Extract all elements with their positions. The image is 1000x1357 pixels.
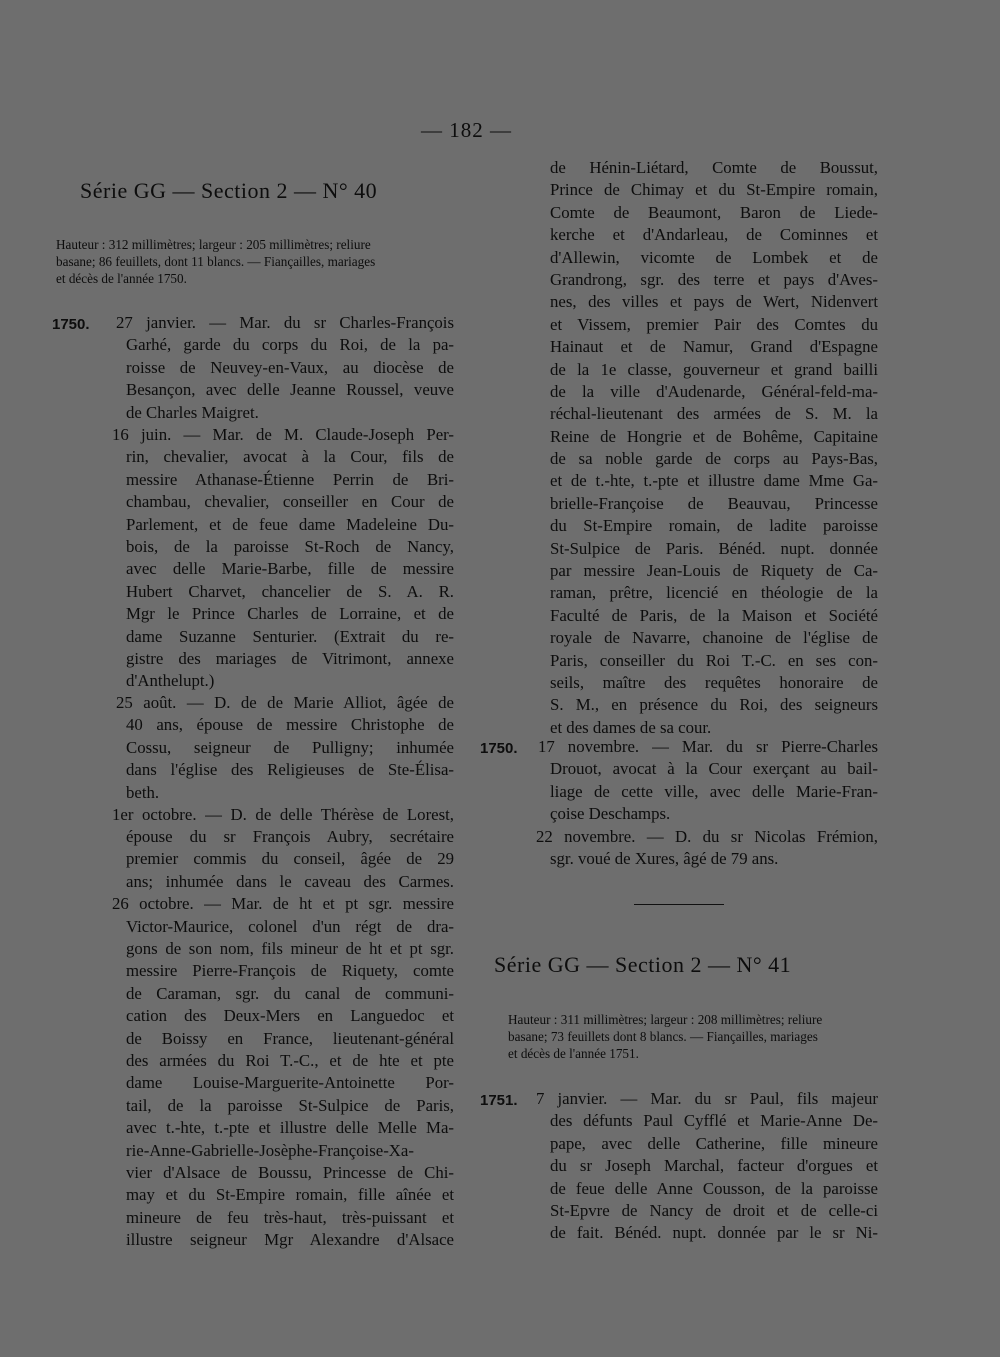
entry-line: de la ville d'Audenarde, Général-feld-ma-: [550, 381, 878, 401]
entry-line: de la 1e classe, gouverneur et grand bailli: [550, 359, 878, 379]
entry-line: dame Louise-Marguerite-Antoinette Por-: [126, 1073, 454, 1093]
entry-line: 17 novembre. — Mar. du sr Pierre-Charles: [538, 737, 878, 756]
entry-line: dame Suzanne Senturier. (Extrait du re-: [126, 626, 454, 646]
entry-line: St-Sulpice de Paris. Bénéd. nupt. donnée: [550, 538, 878, 558]
entry-line: Besançon, avec delle Jeanne Roussel, veuve: [126, 380, 454, 400]
entry-line: 26 octobre. — Mar. de ht et pt sgr. messire: [112, 894, 454, 914]
section-divider: [634, 904, 724, 905]
register-description-40: [56, 236, 454, 287]
description-line: Hauteur : 312 millimètres; largeur : 205 millimètres; reliure: [56, 237, 371, 252]
entry-line: gistre des mariages de Vitrimont, annexe: [126, 648, 454, 668]
entry-line: rie-Anne-Gabrielle-Josèphe-Françoise-Xa-: [126, 1140, 414, 1160]
description-line: basane; 73 feuillets dont 8 blancs. — Fiançailles, mariages: [508, 1029, 818, 1044]
entry-1er-octobre: [112, 804, 454, 826]
entry-line: Victor-Maurice, colonel d'un régt de dra-: [126, 916, 454, 936]
page-number: — 182 —: [421, 118, 512, 142]
entry-line: et Vissem, premier Pair des Comtes du: [550, 314, 878, 334]
entry-26-octobre-body: [126, 916, 454, 1252]
entry-line: Reine de Hongrie et de Bohême, Capitaine: [550, 426, 878, 446]
entry-line: may et du St-Empire romain, fille aînée et: [126, 1185, 454, 1205]
entry-line: messire Pierre-François de Riquety, comte: [126, 961, 454, 981]
entry-line: beth.: [126, 782, 160, 802]
entry-line: 1er octobre. — D. de delle Thérèse de Lorest,: [112, 804, 454, 824]
description-line: Hauteur : 311 millimètres; largeur : 208 millimètres; reliure: [508, 1012, 823, 1027]
year-label-1750-right: 1750.: [480, 740, 518, 757]
entry-line: du sr Joseph Marchal, facteur d'orgues et: [550, 1156, 878, 1176]
entry-line: de Caraman, sgr. du canal de communi-: [126, 983, 454, 1003]
entry-line: de feue delle Anne Cousson, de la paroisse: [550, 1178, 878, 1198]
entry-line: raman, prêtre, licencié en théologie de la: [550, 583, 878, 603]
entry-line: des armées du Roi T.-C., et de hte et pte: [126, 1050, 454, 1070]
entry-line: pape, avec delle Catherine, fille mineure: [550, 1133, 878, 1153]
entry-line: Hainaut et de Namur, Grand d'Espagne: [550, 337, 878, 357]
entry-line: roisse de Neuvey-en-Vaux, au diocèse de: [126, 357, 454, 377]
entry-line: Grandrong, sgr. des terre et pays d'Aves-: [550, 269, 878, 289]
series-heading-40: Série GG — Section 2 — N° 40: [80, 178, 378, 203]
entry-line: 40 ans, épouse de messire Christophe de: [126, 715, 454, 735]
entry-line: Hubert Charvet, chancelier de S. A. R.: [126, 581, 454, 601]
entry-26-octobre: [112, 893, 454, 915]
entry-line: Faculté de Paris, de la Maison et Société: [550, 605, 878, 625]
entry-line: tail, de la paroisse St-Sulpice de Paris,: [126, 1095, 454, 1115]
entry-line: illustre seigneur Mgr Alexandre d'Alsace: [126, 1230, 454, 1250]
entry-line: Mgr le Prince Charles de Lorraine, et de: [126, 604, 454, 624]
entry-line: d'Allewin, vicomte de Lombek et de: [550, 247, 878, 267]
entry-25-aout: [116, 692, 454, 714]
entry-line: Garhé, garde du corps du Roi, de la pa-: [126, 335, 454, 355]
entry-line: S. M., en présence du Roi, des seigneurs: [550, 695, 878, 715]
entry-26-octobre-continuation: [550, 157, 878, 739]
entry-line: de Charles Maigret.: [126, 402, 259, 422]
entry-line: Drouot, avocat à la Cour exerçant au bail-: [550, 759, 878, 779]
entry-1er-octobre-body: [126, 826, 454, 893]
entry-line: de Boissy en France, lieutenant-général: [126, 1028, 454, 1048]
entry-line: rin, chevalier, avocat à la Cour, fils de: [126, 447, 454, 467]
entry-line: 25 août. — D. de de Marie Alliot, âgée de: [116, 693, 454, 712]
entry-16-juin-body: [126, 446, 454, 692]
entry-line: épouse du sr François Aubry, secrétaire: [126, 827, 454, 846]
entry-line: avec t.-hte, t.-pte et illustre delle Melle Ma-: [126, 1118, 454, 1138]
year-label-1750: 1750.: [52, 316, 90, 333]
entry-line: par messire Jean-Louis de Riquety de Ca-: [550, 561, 878, 581]
entry-27-janvier: [116, 312, 454, 334]
description-line: basane; 86 feuillets, dont 11 blancs. — Fiançailles, mariages: [56, 254, 376, 269]
entry-line: messire Athanase-Étienne Perrin de Bri-: [126, 469, 454, 489]
entry-line: çoise Deschamps.: [550, 804, 671, 824]
entry-17-novembre: [538, 736, 878, 758]
description-line: et décès de l'année 1750.: [56, 271, 187, 286]
entry-line: et des dames de sa cour.: [550, 717, 712, 737]
entry-line: bois, de la paroisse St-Roch de Nancy,: [126, 536, 454, 556]
entry-line: liage de cette ville, avec delle Marie-Fran-: [550, 781, 878, 801]
entry-25-aout-body: [126, 714, 454, 804]
entry-line: nes, des villes et pays de Wert, Nidenvert: [550, 292, 878, 312]
year-label-1751: 1751.: [480, 1092, 518, 1109]
entry-line: Comte de Beaumont, Baron de Liede-: [550, 202, 878, 222]
entry-line: ans; inhumée dans le caveau des Carmes.: [126, 871, 454, 891]
entry-line: St-Epvre de Nancy de droit et de celle-ci: [550, 1200, 878, 1220]
entry-7-janvier-body: [550, 1110, 878, 1244]
entry-line: des défunts Paul Cyfflé et Marie-Anne De-: [550, 1111, 878, 1131]
entry-16-juin: [112, 424, 454, 446]
entry-line: Prince de Chimay et du St-Empire romain,: [550, 180, 878, 200]
entry-line: royale de Navarre, chanoine de l'église de: [550, 628, 878, 648]
entry-22-novembre-body: [550, 848, 878, 870]
register-description-41: [508, 1011, 880, 1062]
entry-line: réchal-lieutenant des armées de S. M. la: [550, 404, 878, 424]
entry-line: premier commis du conseil, âgée de 29: [126, 849, 454, 869]
entry-line: 7 janvier. — Mar. du sr Paul, fils majeur: [536, 1089, 878, 1108]
entry-line: 27 janvier. — Mar. du sr Charles-François: [116, 313, 454, 332]
entry-line: seils, maître des requêtes honoraire de: [550, 672, 878, 692]
entry-line: kerche et d'Andarleau, de Cominnes et: [550, 225, 878, 245]
entry-line: avec delle Marie-Barbe, fille de messire: [126, 559, 454, 579]
description-line: et décès de l'année 1751.: [508, 1046, 639, 1061]
entry-line: gons de son nom, fils mineur de ht et pt sgr.: [126, 938, 454, 958]
entry-line: Parlement, et de feue dame Madeleine Du-: [126, 514, 454, 534]
entry-22-novembre: [536, 826, 878, 848]
entry-line: et de t.-hte, t.-pte et illustre dame Mme Ga-: [550, 471, 878, 491]
entry-line: cation des Deux-Mers en Languedoc et: [126, 1006, 454, 1026]
entry-line: vier d'Alsace de Boussu, Princesse de Chi-: [126, 1162, 454, 1182]
entry-line: Cossu, seigneur de Pulligny; inhumée: [126, 737, 454, 757]
entry-line: du St-Empire romain, de ladite paroisse: [550, 516, 878, 536]
entry-27-janvier-body: [126, 334, 454, 424]
entry-line: 22 novembre. — D. du sr Nicolas Frémion,: [536, 826, 878, 846]
entry-line: de sa noble garde de corps au Pays-Bas,: [550, 449, 878, 469]
entry-7-janvier: [536, 1088, 878, 1110]
entry-line: 16 juin. — Mar. de M. Claude-Joseph Per-: [112, 425, 454, 444]
entry-line: de Hénin-Liétard, Comte de Boussut,: [550, 158, 878, 177]
entry-line: dans l'église des Religieuses de Ste-Élisa-: [126, 760, 454, 780]
entry-line: Paris, conseiller du Roi T.-C. en ses con-: [550, 650, 878, 670]
entry-line: de fait. Bénéd. nupt. donnée par le sr Ni-: [550, 1223, 878, 1243]
series-heading-41: Série GG — Section 2 — N° 41: [494, 952, 792, 977]
entry-line: mineure de feu très-haut, très-puissant et: [126, 1207, 454, 1227]
entry-line: sgr. voué de Xures, âgé de 79 ans.: [550, 849, 779, 868]
entry-line: brielle-Françoise de Beauvau, Princesse: [550, 493, 878, 513]
entry-line: chambau, chevalier, conseiller en Cour de: [126, 492, 454, 512]
entry-line: d'Anthelupt.): [126, 671, 215, 691]
entry-17-novembre-body: [550, 758, 878, 825]
